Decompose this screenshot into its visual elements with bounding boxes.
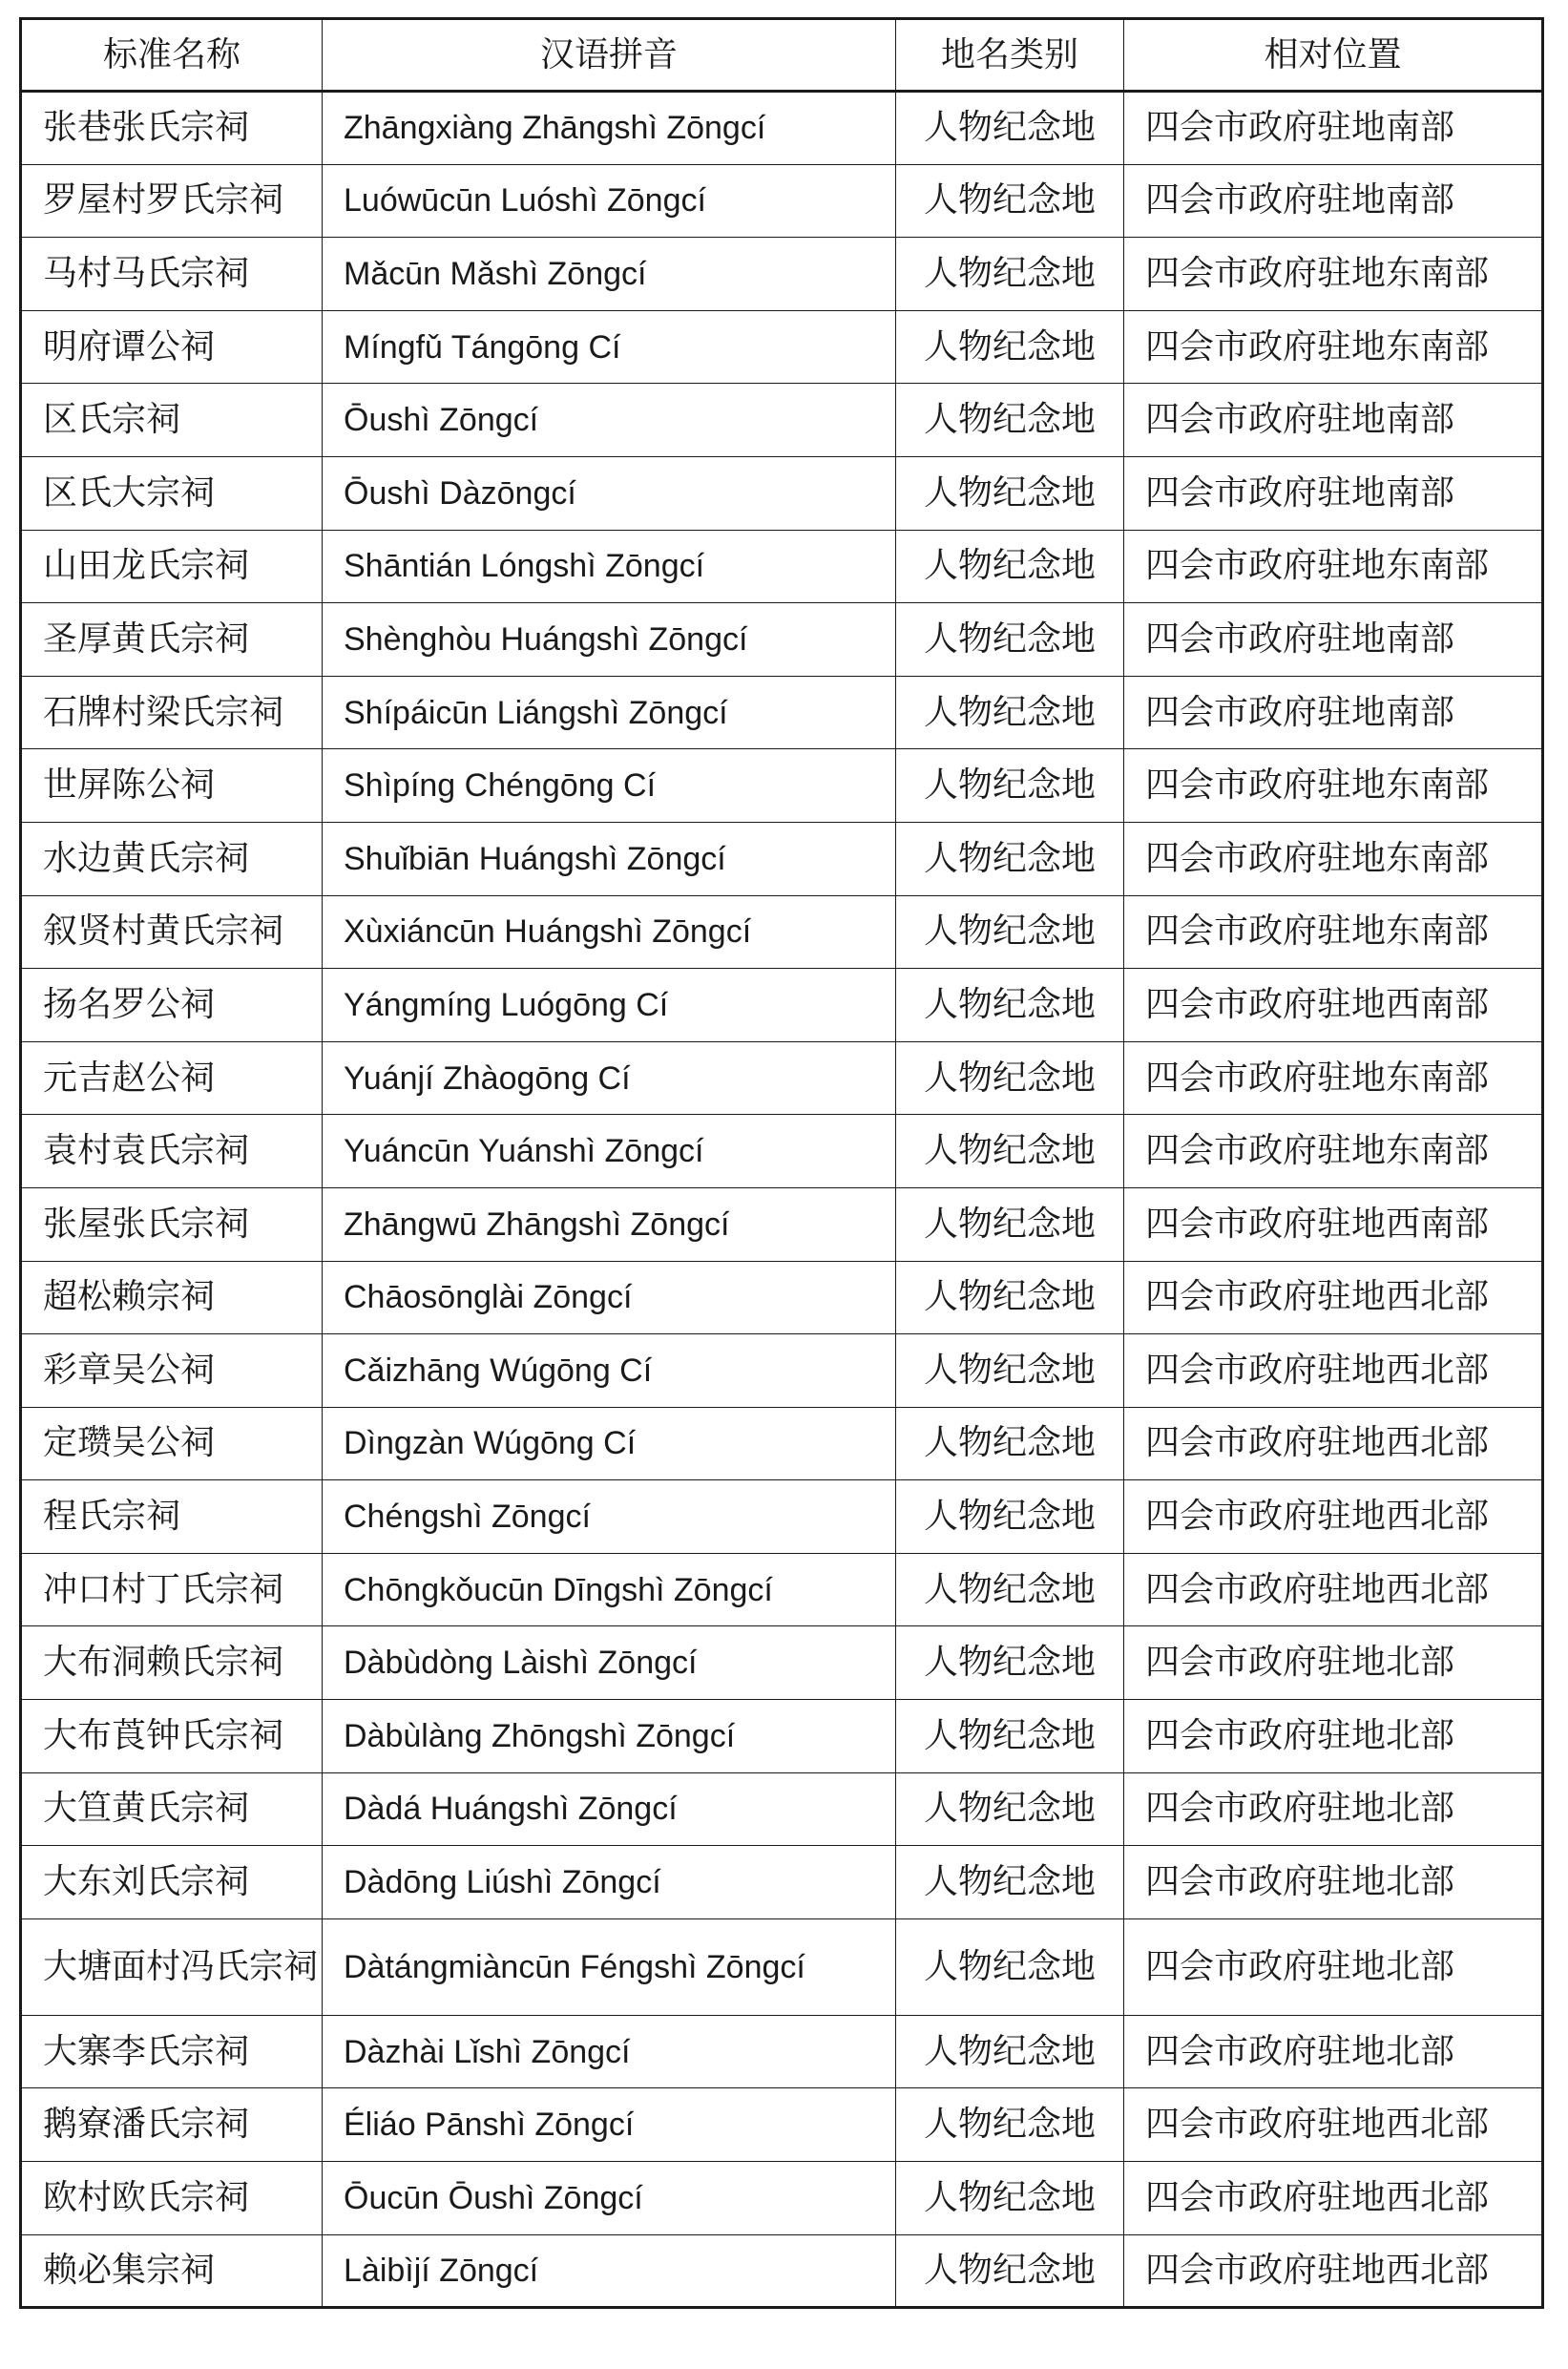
cell-standard-name: 扬名罗公祠	[21, 969, 323, 1042]
table-row	[21, 1115, 1543, 1188]
table-row	[21, 530, 1543, 603]
cell-standard-name: 元吉赵公祠	[21, 1041, 323, 1115]
cell-standard-name: 明府谭公祠	[21, 310, 323, 384]
cell-location: 四会市政府驻地北部	[1124, 1626, 1543, 1700]
table-row	[21, 1918, 1543, 2015]
table-body	[21, 92, 1543, 2308]
cell-standard-name: 世屏陈公祠	[21, 749, 323, 823]
cell-pinyin: Làibìjí Zōngcí	[323, 2234, 896, 2308]
cell-location: 四会市政府驻地东南部	[1124, 895, 1543, 969]
cell-location: 四会市政府驻地南部	[1124, 676, 1543, 749]
cell-category: 人物纪念地	[896, 603, 1124, 677]
cell-standard-name: 鹅寮潘氏宗祠	[21, 2088, 323, 2162]
table-row	[21, 1041, 1543, 1115]
cell-standard-name: 大布莨钟氏宗祠	[21, 1700, 323, 1773]
cell-location: 四会市政府驻地北部	[1124, 1918, 1543, 2015]
cell-category: 人物纪念地	[896, 310, 1124, 384]
cell-standard-name: 水边黄氏宗祠	[21, 822, 323, 895]
cell-pinyin: Zhāngwū Zhāngshì Zōngcí	[323, 1187, 896, 1261]
cell-pinyin: Shípáicūn Liángshì Zōngcí	[323, 676, 896, 749]
cell-pinyin: Luówūcūn Luóshì Zōngcí	[323, 164, 896, 238]
cell-standard-name: 程氏宗祠	[21, 1480, 323, 1554]
table-row	[21, 2088, 1543, 2162]
cell-pinyin: Dàbùlàng Zhōngshì Zōngcí	[323, 1700, 896, 1773]
cell-location: 四会市政府驻地东南部	[1124, 1041, 1543, 1115]
cell-standard-name: 石牌村梁氏宗祠	[21, 676, 323, 749]
cell-location: 四会市政府驻地西北部	[1124, 1261, 1543, 1334]
cell-location: 四会市政府驻地西北部	[1124, 1334, 1543, 1408]
cell-location: 四会市政府驻地西南部	[1124, 1187, 1543, 1261]
table-row	[21, 1187, 1543, 1261]
cell-category: 人物纪念地	[896, 1334, 1124, 1408]
table-row	[21, 1700, 1543, 1773]
header-standard-name: 标准名称	[21, 19, 323, 92]
table-row	[21, 1846, 1543, 1919]
table-row	[21, 1772, 1543, 1846]
cell-pinyin: Yángmíng Luógōng Cí	[323, 969, 896, 1042]
table-row	[21, 749, 1543, 823]
cell-category: 人物纪念地	[896, 1846, 1124, 1919]
cell-category: 人物纪念地	[896, 2234, 1124, 2308]
table-row	[21, 384, 1543, 457]
cell-pinyin: Ōushì Zōngcí	[323, 384, 896, 457]
cell-category: 人物纪念地	[896, 1553, 1124, 1626]
header-location: 相对位置	[1124, 19, 1543, 92]
cell-category: 人物纪念地	[896, 822, 1124, 895]
cell-category: 人物纪念地	[896, 1261, 1124, 1334]
cell-pinyin: Shènghòu Huángshì Zōngcí	[323, 603, 896, 677]
cell-pinyin: Mǎcūn Mǎshì Zōngcí	[323, 238, 896, 311]
cell-pinyin: Chāosōnglài Zōngcí	[323, 1261, 896, 1334]
cell-pinyin: Zhāngxiàng Zhāngshì Zōngcí	[323, 92, 896, 165]
cell-location: 四会市政府驻地北部	[1124, 2015, 1543, 2088]
table-row	[21, 1261, 1543, 1334]
cell-pinyin: Shìpíng Chéngōng Cí	[323, 749, 896, 823]
cell-category: 人物纪念地	[896, 92, 1124, 165]
cell-location: 四会市政府驻地西北部	[1124, 1480, 1543, 1554]
cell-standard-name: 叙贤村黄氏宗祠	[21, 895, 323, 969]
cell-standard-name: 圣厚黄氏宗祠	[21, 603, 323, 677]
cell-standard-name: 袁村袁氏宗祠	[21, 1115, 323, 1188]
table-row	[21, 1553, 1543, 1626]
cell-category: 人物纪念地	[896, 456, 1124, 530]
place-name-table	[19, 17, 1544, 2309]
cell-pinyin: Cǎizhāng Wúgōng Cí	[323, 1334, 896, 1408]
cell-standard-name: 区氏大宗祠	[21, 456, 323, 530]
cell-pinyin: Dàdá Huángshì Zōngcí	[323, 1772, 896, 1846]
cell-standard-name: 大布洞赖氏宗祠	[21, 1626, 323, 1700]
cell-category: 人物纪念地	[896, 1115, 1124, 1188]
cell-category: 人物纪念地	[896, 676, 1124, 749]
header-pinyin: 汉语拼音	[323, 19, 896, 92]
cell-pinyin: Yuáncūn Yuánshì Zōngcí	[323, 1115, 896, 1188]
cell-category: 人物纪念地	[896, 1918, 1124, 2015]
cell-category: 人物纪念地	[896, 969, 1124, 1042]
cell-location: 四会市政府驻地南部	[1124, 603, 1543, 677]
cell-location: 四会市政府驻地西北部	[1124, 2088, 1543, 2162]
table-row	[21, 1626, 1543, 1700]
cell-pinyin: Dàdōng Liúshì Zōngcí	[323, 1846, 896, 1919]
cell-location: 四会市政府驻地东南部	[1124, 749, 1543, 823]
cell-location: 四会市政府驻地西南部	[1124, 969, 1543, 1042]
table-row	[21, 2015, 1543, 2088]
cell-location: 四会市政府驻地西北部	[1124, 2162, 1543, 2235]
cell-category: 人物纪念地	[896, 895, 1124, 969]
table-row	[21, 822, 1543, 895]
cell-location: 四会市政府驻地北部	[1124, 1846, 1543, 1919]
cell-standard-name: 大东刘氏宗祠	[21, 1846, 323, 1919]
cell-category: 人物纪念地	[896, 2015, 1124, 2088]
cell-location: 四会市政府驻地南部	[1124, 456, 1543, 530]
cell-standard-name: 冲口村丁氏宗祠	[21, 1553, 323, 1626]
cell-pinyin: Chōngkǒucūn Dīngshì Zōngcí	[323, 1553, 896, 1626]
cell-standard-name: 张屋张氏宗祠	[21, 1187, 323, 1261]
cell-location: 四会市政府驻地东南部	[1124, 822, 1543, 895]
cell-standard-name: 赖必集宗祠	[21, 2234, 323, 2308]
cell-standard-name: 马村马氏宗祠	[21, 238, 323, 311]
cell-category: 人物纪念地	[896, 384, 1124, 457]
cell-pinyin: Dàzhài Lǐshì Zōngcí	[323, 2015, 896, 2088]
table-row	[21, 2234, 1543, 2308]
cell-category: 人物纪念地	[896, 1480, 1124, 1554]
cell-pinyin: Dìngzàn Wúgōng Cí	[323, 1407, 896, 1480]
table-row	[21, 2162, 1543, 2235]
cell-pinyin: Chéngshì Zōngcí	[323, 1480, 896, 1554]
table-row	[21, 1407, 1543, 1480]
cell-category: 人物纪念地	[896, 1041, 1124, 1115]
cell-location: 四会市政府驻地北部	[1124, 1700, 1543, 1773]
cell-location: 四会市政府驻地东南部	[1124, 238, 1543, 311]
cell-category: 人物纪念地	[896, 2162, 1124, 2235]
cell-category: 人物纪念地	[896, 1187, 1124, 1261]
cell-standard-name: 欧村欧氏宗祠	[21, 2162, 323, 2235]
cell-category: 人物纪念地	[896, 749, 1124, 823]
cell-location: 四会市政府驻地南部	[1124, 164, 1543, 238]
table-row	[21, 456, 1543, 530]
table-row	[21, 310, 1543, 384]
cell-standard-name: 大塘面村冯氏宗祠	[21, 1918, 323, 2015]
cell-location: 四会市政府驻地东南部	[1124, 310, 1543, 384]
cell-pinyin: Dàbùdòng Làishì Zōngcí	[323, 1626, 896, 1700]
cell-standard-name: 超松赖宗祠	[21, 1261, 323, 1334]
cell-category: 人物纪念地	[896, 530, 1124, 603]
cell-pinyin: Xùxiáncūn Huángshì Zōngcí	[323, 895, 896, 969]
cell-standard-name: 大笪黄氏宗祠	[21, 1772, 323, 1846]
cell-pinyin: Ōushì Dàzōngcí	[323, 456, 896, 530]
table-row	[21, 969, 1543, 1042]
cell-category: 人物纪念地	[896, 2088, 1124, 2162]
cell-standard-name: 山田龙氏宗祠	[21, 530, 323, 603]
cell-category: 人物纪念地	[896, 1772, 1124, 1846]
table-row	[21, 895, 1543, 969]
table-header	[21, 19, 1543, 92]
table-row	[21, 676, 1543, 749]
cell-pinyin: Shāntián Lóngshì Zōngcí	[323, 530, 896, 603]
cell-pinyin: Shuǐbiān Huángshì Zōngcí	[323, 822, 896, 895]
table-row	[21, 164, 1543, 238]
cell-location: 四会市政府驻地西北部	[1124, 2234, 1543, 2308]
cell-category: 人物纪念地	[896, 238, 1124, 311]
cell-standard-name: 罗屋村罗氏宗祠	[21, 164, 323, 238]
cell-location: 四会市政府驻地北部	[1124, 1772, 1543, 1846]
cell-standard-name: 张巷张氏宗祠	[21, 92, 323, 165]
table-row	[21, 1480, 1543, 1554]
cell-pinyin: Dàtángmiàncūn Féngshì Zōngcí	[323, 1918, 896, 2015]
cell-category: 人物纪念地	[896, 1700, 1124, 1773]
table-row	[21, 1334, 1543, 1408]
cell-location: 四会市政府驻地西北部	[1124, 1407, 1543, 1480]
header-row	[21, 19, 1543, 92]
cell-pinyin: Yuánjí Zhàogōng Cí	[323, 1041, 896, 1115]
cell-standard-name: 彩章吴公祠	[21, 1334, 323, 1408]
cell-standard-name: 区氏宗祠	[21, 384, 323, 457]
table-row	[21, 238, 1543, 311]
cell-category: 人物纪念地	[896, 1626, 1124, 1700]
cell-location: 四会市政府驻地东南部	[1124, 530, 1543, 603]
cell-location: 四会市政府驻地南部	[1124, 384, 1543, 457]
cell-pinyin: Éliáo Pānshì Zōngcí	[323, 2088, 896, 2162]
table-row	[21, 603, 1543, 677]
cell-standard-name: 定瓒吴公祠	[21, 1407, 323, 1480]
header-category: 地名类别	[896, 19, 1124, 92]
cell-location: 四会市政府驻地南部	[1124, 92, 1543, 165]
cell-location: 四会市政府驻地西北部	[1124, 1553, 1543, 1626]
cell-pinyin: Míngfǔ Tángōng Cí	[323, 310, 896, 384]
cell-category: 人物纪念地	[896, 1407, 1124, 1480]
cell-category: 人物纪念地	[896, 164, 1124, 238]
cell-location: 四会市政府驻地东南部	[1124, 1115, 1543, 1188]
cell-pinyin: Ōucūn Ōushì Zōngcí	[323, 2162, 896, 2235]
cell-standard-name: 大寨李氏宗祠	[21, 2015, 323, 2088]
table-row	[21, 92, 1543, 165]
